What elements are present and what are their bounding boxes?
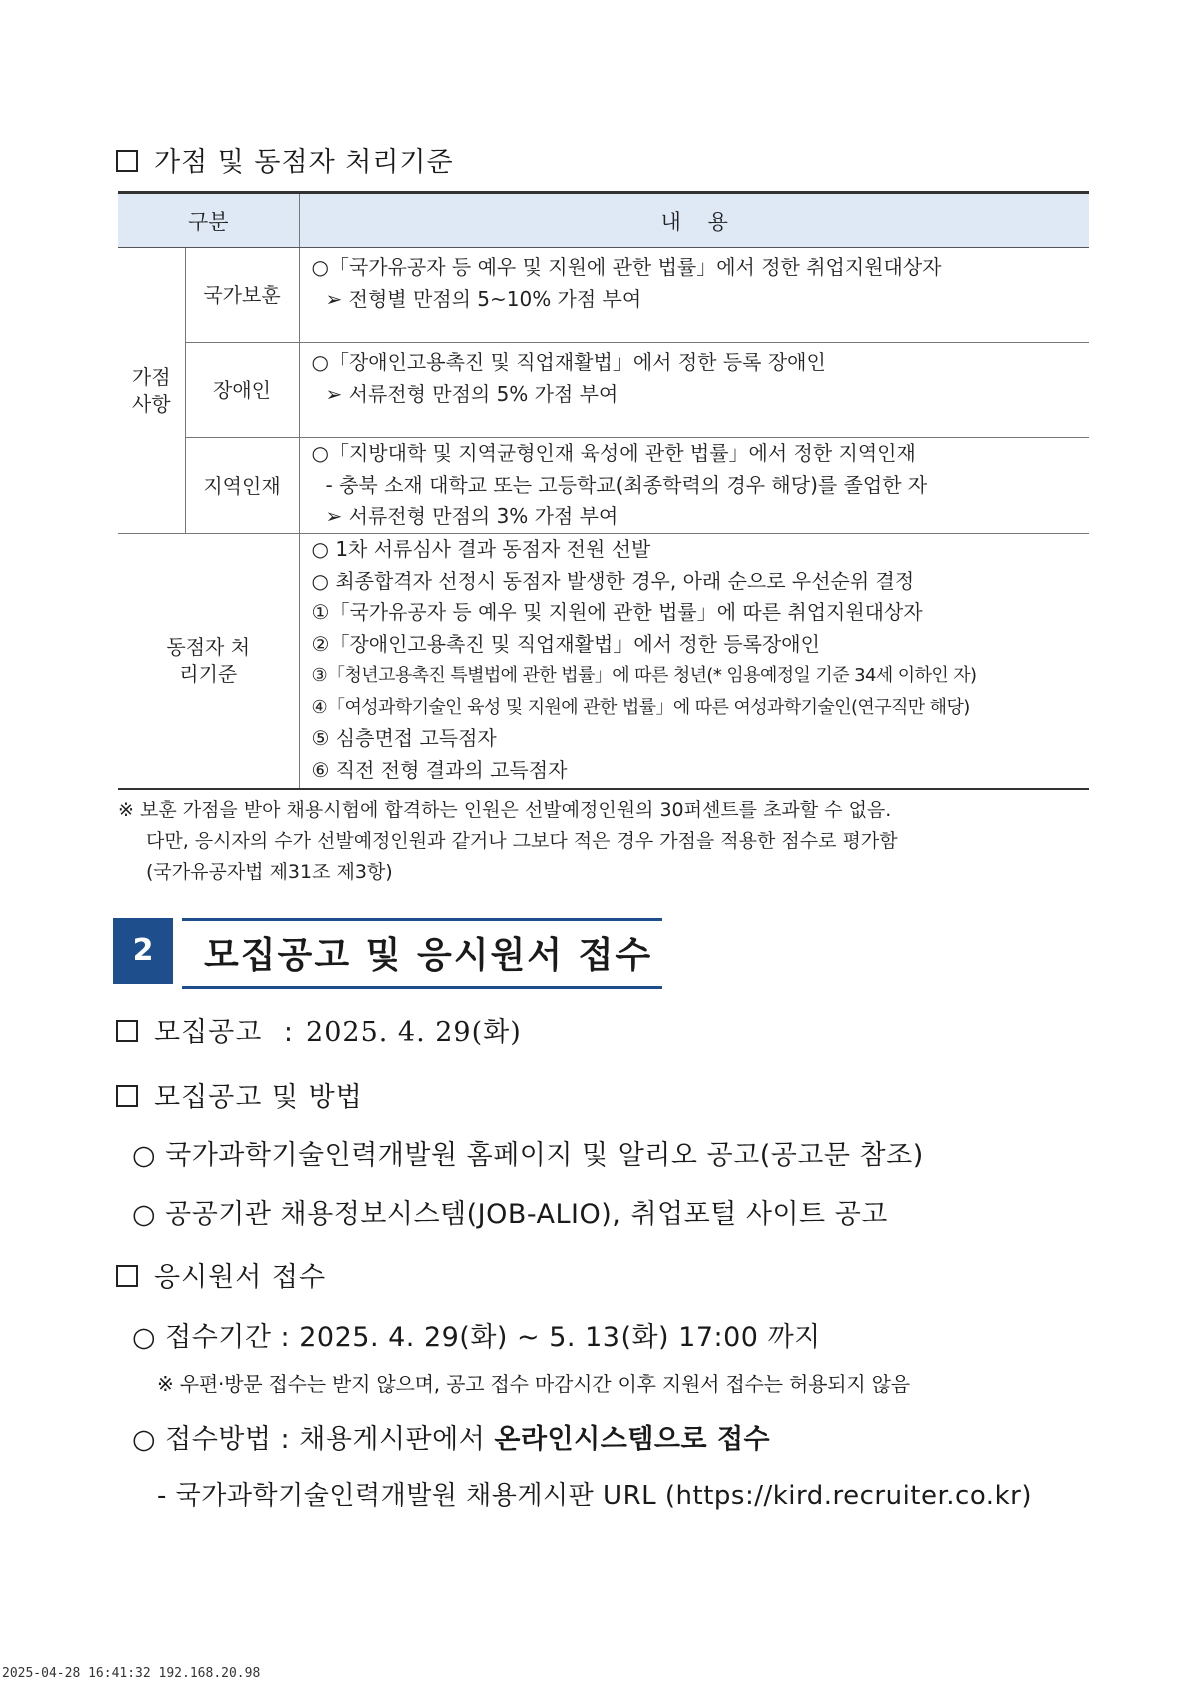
table-row (118, 343, 1089, 438)
table-row (118, 534, 1089, 789)
checkbox-square-icon (116, 1020, 138, 1042)
tie-label-cell: 동점자 처리기준 (118, 534, 299, 789)
announce-line: 모집공고 : 2025. 4. 29(화) (116, 1010, 522, 1049)
apply-url-line: - 국가과학기술인력개발원 채용게시판 URL (https://kird.recruiter.co.kr) (157, 1481, 1032, 1511)
print-timestamp: 2025-04-28 16:41:32 192.168.20.98 (2, 1666, 261, 1681)
regional-content: ○「지방대학 및 지역균형인재 육성에 관한 법률」에서 정한 지역인재 - 충북 소재 대학교 또는 고등학교(최종학력의 경우 해당)를 졸업한 자 ➢ 서류전형 만점의 3% 가점 부여 (299, 438, 1089, 534)
table-row (118, 438, 1089, 534)
bonus-criteria-table (118, 191, 1089, 790)
section1-heading: 가점 및 동점자 처리기준 (116, 140, 454, 179)
table-header-row (118, 193, 1089, 248)
method-heading: 모집공고 및 방법 (116, 1075, 363, 1114)
apply-period: ○ 접수기간 : 2025. 4. 29(화) ~ 5. 13(화) 17:00 까지 (132, 1322, 821, 1353)
checkbox-square-icon (116, 1265, 138, 1287)
sub-label-veterans: 국가보훈 (185, 248, 299, 343)
disabled-content: ○「장애인고용촉진 및 직업재활법」에서 정한 등록 장애인 ➢ 서류전형 만점의 5% 가점 부여 (299, 343, 1089, 438)
table-row (118, 248, 1089, 343)
section-number-badge: 2 (113, 918, 173, 984)
apply-method: ○ 접수방법 : 채용게시판에서 온라인시스템으로 접수 (132, 1424, 771, 1455)
bonus-label-cell: 가점 사항 (118, 248, 185, 534)
checkbox-square-icon (116, 1085, 138, 1107)
veteran-bonus-note: ※ 보훈 가점을 받아 채용시험에 합격하는 인원은 선발예정인원의 30퍼센트를 초과할 수 없음. 다만, 응시자의 수가 선발예정인원과 같거나 그보다 적은 경우 가점을 적용한 점수로 평가함 (국가유공자법 제31조 제3항) (118, 799, 898, 883)
apply-period-note: ※ 우편·방문 접수는 받지 않으며, 공고 접수 마감시간 이후 지원서 접수는 허용되지 않음 (157, 1372, 910, 1396)
veterans-content: ○「국가유공자 등 예우 및 지원에 관한 법률」에서 정한 취업지원대상자 ➢ 전형별 만점의 5~10% 가점 부여 (299, 248, 1089, 343)
sub-label-regional: 지역인재 (185, 438, 299, 534)
section2-title: 모집공고 및 응시원서 접수 (182, 918, 662, 989)
header-category: 구분 (118, 193, 299, 248)
tie-content: ○ 1차 서류심사 결과 동점자 전원 선발 ○ 최종합격자 선정시 동점자 발생한 경우, 아래 순으로 우선순위 결정 ①「국가유공자 등 예우 및 지원에 관한 법률」에 따른 취업지원대상자 ②「장애인고용촉진 및 직업재활법」에서 정한 등록장애인 ③「청년고용촉진 특별법에 관한 법률」에 따른 청년(* 임용예정일 기준 34세 이하인 자) ④「여성과학기술인 육성 및 지원에 관한 법률」에 따른 여성과학기술인(연구직만 해당) ⑤ 심층면접 고득점자 ⑥ 직전 전형 결과의 고득점자 (299, 534, 1089, 789)
apply-heading: 응시원서 접수 (116, 1255, 326, 1294)
header-content: 내 용 (299, 193, 1089, 248)
checkbox-square-icon (116, 150, 138, 172)
method-item: ○ 국가과학기술인력개발원 홈페이지 및 알리오 공고(공고문 참조) (132, 1140, 924, 1171)
method-item: ○ 공공기관 채용정보시스템(JOB-ALIO), 취업포털 사이트 공고 (132, 1199, 888, 1230)
sub-label-disabled: 장애인 (185, 343, 299, 438)
